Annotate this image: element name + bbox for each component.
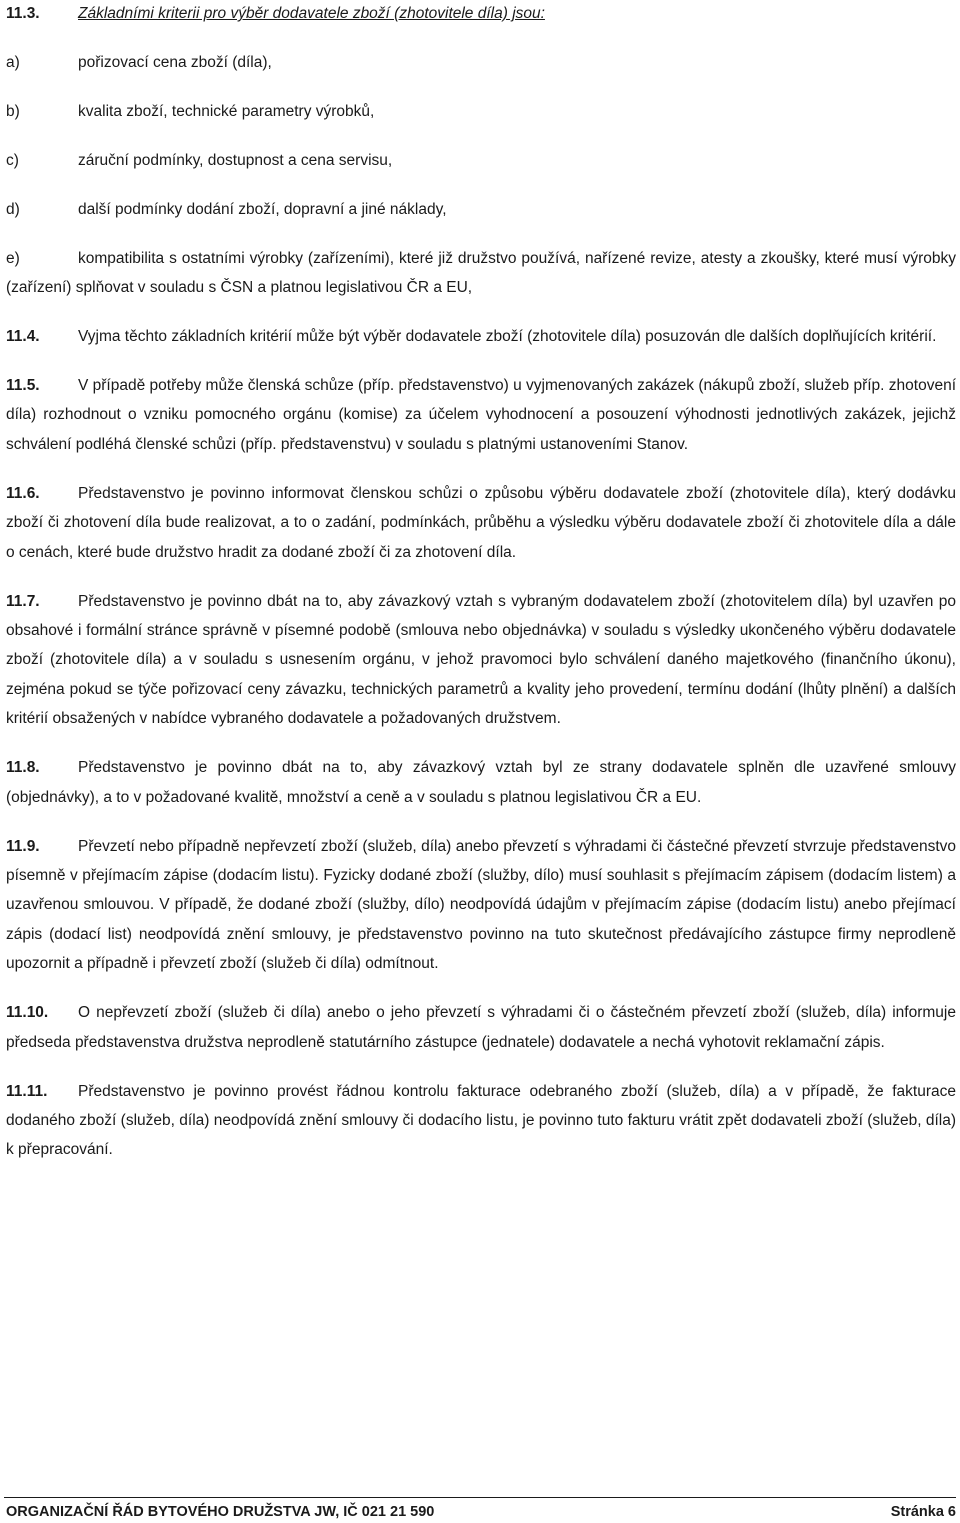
list-item [6, 97, 956, 126]
paragraph-text: Představenstvo je povinno informovat členskou schůzi o způsobu výběru dodavatele zboží (zhotovitele díla), který dodávku zboží či zhotovení díla bude realizovat, a to o zadání, podmínkách, průběhu a výsledku výběru dodavatele zboží či zhotovitele díla a dále o cenách, které bude družstvo hradit za dodané zboží či za zhotovení díla. [6, 484, 956, 561]
paragraph-11-10 [6, 998, 956, 1057]
paragraph-number: 11.5. [6, 376, 40, 394]
paragraph-number: 11.10. [6, 1004, 49, 1022]
list-item [6, 48, 956, 77]
paragraph-text: O nepřevzetí zboží (služeb či díla) anebo o jeho převzetí s výhradami či o částečném převzetí zboží (služeb, díla) informuje předseda představenstva družstva neprodleně statutárního zástupce (jednatele) dodavatele a nechá vyhotovit reklamační zápis. [6, 1004, 956, 1051]
paragraph-text: Vyjma těchto základních kritérií může být výběr dodavatele zboží (zhotovitele díla) posuzován dle dalších doplňujících kritérií. [78, 327, 937, 345]
paragraph-number: 11.4. [6, 327, 40, 345]
list-item [6, 244, 956, 303]
footer-page-number: Stránka 6 [890, 1504, 956, 1520]
paragraph-text: Představenstvo je povinno dbát na to, aby závazkový vztah s vybraným dodavatelem zboží (zhotovitelem díla) byl uzavřen po obsahové i formální stránce správně v písemné podobě (smlouva nebo objednávka) v souladu s výsledky ukončeného výběru dodavatele zboží (zhotovitele díla) a v souladu s usnesením orgánu, v jehož pravomoci bylo schválení daného majetkového (finančního úkonu), zejména pokud se týče pořizovací ceny závazku, technických parametrů a kvality jeho provedení, termínu dodání (lhůty plnění) a dalších kritérií obsažených v nabídce vybraného dodavatele a požadovaných družstvem. [6, 592, 956, 728]
page-footer [4, 1497, 956, 1520]
paragraph-text: Představenstvo je povinno dbát na to, aby závazkový vztah byl ze strany dodavatele splněn dle uzavřené smlouvy (objednávky), a to v požadované kvalitě, množství a ceně a v souladu s platnou legislativou ČR a EU. [6, 759, 956, 806]
paragraph-11-4 [6, 322, 956, 351]
list-item-text: záruční podmínky, dostupnost a cena servisu, [78, 151, 393, 169]
list-item-letter: b) [6, 102, 20, 120]
list-item-letter: d) [6, 200, 20, 218]
paragraph-number: 11.11. [6, 1082, 48, 1100]
list-item-text: kompatibilita s ostatními výrobky (zařízeními), které již družstvo používá, nařízené revize, atesty a zkoušky, které musí výrobky (zařízení) splňovat v souladu s ČSN a platnou legislativou ČR a EU, [6, 249, 956, 296]
list-item-text: kvalita zboží, technické parametry výrobků, [78, 102, 375, 120]
list-item [6, 146, 956, 175]
document-page [6, 0, 956, 1165]
list-item-text: pořizovací cena zboží (díla), [78, 53, 272, 71]
paragraph-number: 11.6. [6, 484, 40, 502]
paragraph-11-7 [6, 587, 956, 734]
paragraph-11-8 [6, 753, 956, 812]
list-item-letter: a) [6, 53, 20, 71]
list-item-letter: e) [6, 249, 20, 267]
footer-document-title: ORGANIZAČNÍ ŘÁD BYTOVÉHO DRUŽSTVA JW, IČ 021 21 590 [6, 1504, 435, 1520]
paragraph-11-9 [6, 832, 956, 979]
paragraph-text: V případě potřeby může členská schůze (příp. představenstvo) u vyjmenovaných zakázek (nákupů zboží, služeb příp. zhotovení díla) rozhodnout o vzniku pomocného orgánu (komise) za účelem vyhodnocení a posouzení výhodnosti jednotlivých zakázek, jejichž schválení podléhá členské schůzi (příp. představenstvu) v souladu s platnými ustanoveními Stanov. [6, 376, 956, 453]
paragraph-11-6 [6, 479, 956, 567]
paragraph-number: 11.7. [6, 592, 40, 610]
paragraph-11-11 [6, 1077, 956, 1165]
section-number: 11.3. [6, 5, 40, 22]
paragraph-text: Představenstvo je povinno provést řádnou kontrolu fakturace odebraného zboží (služeb, díla) a v případě, že fakturace dodaného zboží (služeb, díla) neodpovídá znění smlouvy či dodacího listu, je povinno tuto fakturu vrátit zpět dodavateli zboží (služeb, díla) k přepracování. [6, 1082, 956, 1159]
paragraph-text: Převzetí nebo případně nepřevzetí zboží (služeb, díla) anebo převzetí s výhradami či částečné převzetí stvrzuje představenstvo písemně v přejímacím zápise (dodacím listu). Fyzicky dodané zboží (služby, dílo) musí souhlasit s přejímacím zápisem (dodacím listem) a uzavřenou smlouvou. V případě, že dodané zboží (služby, dílo) neodpovídá údajům v přejímacím zápise (dodacím listu) anebo přejímací zápis (dodací list) neodpovídá znění smlouvy, je představenstvo povinno na tuto skutečnost předávajícího zástupce firmy neprodleně upozornit a případně i převzetí zboží (služeb či díla) odmítnout. [6, 837, 956, 973]
paragraph-number: 11.8. [6, 759, 40, 777]
section-title: Základními kriterii pro výběr dodavatele zboží (zhotovitele díla) jsou: [78, 5, 545, 22]
paragraph-11-5 [6, 371, 956, 459]
list-item-letter: c) [6, 151, 19, 169]
paragraph-number: 11.9. [6, 837, 40, 855]
list-item-text: další podmínky dodání zboží, dopravní a jiné náklady, [78, 200, 447, 218]
list-item [6, 195, 956, 224]
section-heading [6, 0, 956, 28]
